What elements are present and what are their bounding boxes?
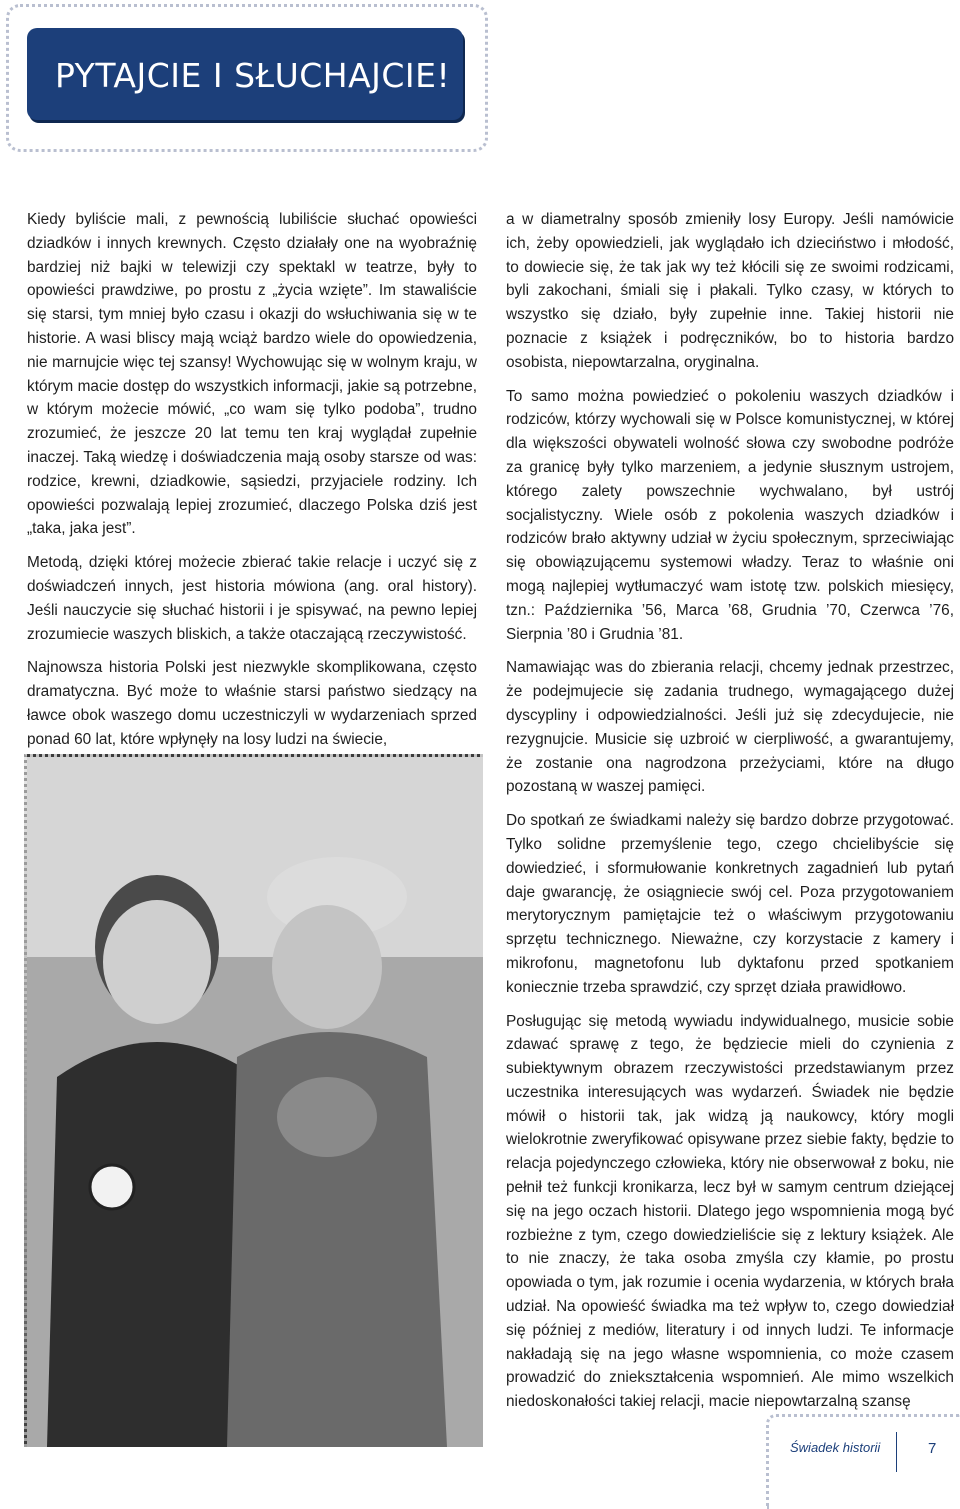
paragraph: Namawiając was do zbierania relacji, chcemy jednak przestrzec, że podejmujecie się zadania trudnego, wymagającego dużej dyscypliny i odpowiedzialności. Jeśli już się zdecydujecie, nie rezygnujcie. Musicie się uzbroić w cierpliwość, a gwarantujemy, że zostanie ona nagrodzona przeżyciami, które na długo pozostaną w waszej pamięci. <box>506 659 954 796</box>
right-text-column <box>506 208 954 1424</box>
paragraph: Metodą, dzięki której możecie zbierać takie relacje i uczyć się z doświadczeń innych, jest historia mówiona (ang. oral history). Jeśli nauczycie się słuchać historii i je spisywać, na pewno lepiej zrozumiecie waszych bliskich, a także otaczającą rzeczywistość. <box>27 554 477 643</box>
paragraph: To samo można powiedzieć o pokoleniu waszych dziadków i rodziców, którzy wychowali się w Polsce komunistycznej, w której dla większości obywateli wolność słowa czy swobodne podróże za granicę były tylko marzeniem, a jedynie słusznym ustrojem, którego zalety powszechnie wychwalano, był ustrój socjalistyczny. Wiele osób z pokolenia waszych dziadków i rodziców brało aktywny udział w życiu społecznym, sprzeciwiając się obowiązującemu systemowi władzy. Teraz to właśnie oni mogą najlepiej wytłumaczyć wam istotę tzw. polskich miesięcy, tzn.: Października ’56, Marca ’68, Grudnia ’70, Czerwca ’76, Sierpnia ’80 i Grudnia ’81. <box>506 387 954 643</box>
page-title: PYTAJCIE I SŁUCHAJCIE! <box>55 56 451 95</box>
paragraph: Najnowsza historia Polski jest niezwykle skomplikowana, często dramatyczna. Być może to właśnie starsi państwo siedzący na ławce obok waszego domu uczestniczyli w wydarzeniach sprzed ponad 60 lat, które wpłynęły na losy ludzi na świecie, <box>27 659 477 748</box>
title-banner <box>27 28 463 120</box>
footer-dotted-frame <box>766 1414 960 1509</box>
footer-divider <box>896 1432 897 1472</box>
photo-two-boys <box>24 754 483 1447</box>
paragraph: Do spotkań ze świadkami należy się bardzo dobrze przygotować. Tylko solidne przemyślenie tego, czego chcielibyście się dowiedzieć, i sformułowanie konkretnych zagadnień lub pytań daje gwarancję, że osiągniecie swój cel. Poza przygotowaniem merytorycznym pamiętajcie też o właściwym przygotowaniu sprzętu technicznego. Nieważne, czy korzystacie z kamery i mikrofonu, magnetofonu lub dyktafonu przed spotkaniem koniecznie trzeba sprawdzić, czy sprzęt działa prawidłowo. <box>506 812 954 996</box>
paragraph: Kiedy byliście mali, z pewnością lubiliście słuchać opowieści dziadków i innych krewnych. Często działały one na wyobraźnię bardziej niż bajki w telewizji czy spektakl w teatrze, były to opowieści prawdziwe, po prostu z „życia wzięte”. Im stawaliście się starsi, tym mniej było czasu i okazji do wsłuchiwania się w te historie. A wasi bliscy mają wciąż bardzo wiele do opowiedzenia, nie marnujcie więc tej szansy! Wychowując się w wolnym kraju, w którym macie dostęp do wszystkich informacji, jakie są potrzebne, w którym możecie mówić, „co wam się tylko podoba”, trudno zrozumieć, że jeszcze 20 lat temu ten kraj wyglądał zupełnie inaczej. Taką wiedzę i doświadczenia mają osoby starsze od was: rodzice, krewni, dziadkowie, sąsiedzi, przyjaciele rodziny. Ich opowieści pozwalają lepiej zrozumieć, dlaczego Polska dziś jest „taka, jaka jest”. <box>27 211 477 538</box>
left-text-column <box>27 208 477 762</box>
paragraph: a w diametralny sposób zmieniły losy Europy. Jeśli namówicie ich, żeby opowiedzieli, jak wyglądało ich dzieciństwo i młodość, to dowiecie się, że tak jak wy też kłócili się ze swoimi rodzicami, byli zakochani, śmiali się i płakali. Tylko czasy, w których to wszystko się działo, były zupełnie inne. Takiej historii nie poznacie z książek i podręczników, bo to historia bardzo osobista, niepowtarzalna, oryginalna. <box>506 211 954 371</box>
page-number: 7 <box>928 1440 937 1457</box>
footer-title: Świadek historii <box>790 1440 881 1455</box>
paragraph: Posługując się metodą wywiadu indywidualnego, musicie sobie zdawać sprawę z tego, że będziecie mieli do czynienia z subiektywnym obrazem rzeczywistości przedstawianym przez uczestnika interesujących was wydarzeń. Świadek nie będzie mówił o historii tak, jak widzą ją naukowcy, który mogli wielokrotnie zweryfikować opisywane przez siebie fakty, będzie to relacja pojedynczego człowieka, który nie obserwował z boku, nie pełnił też funkcji kronikarza, lecz był w samym centrum dziejącej się na jego oczach historii. Dlatego jego wspomnienia mogą być rozbieżne z tym, czego dowiedzieliście się z lektury książek. Ale to nie znaczy, że taka osoba zmyśla czy kłamie, po prostu opowiada o tym, jak rozumie i ocenia wydarzenia, w których brała udział. Na opowieść świadka ma też wpływ to, czego dowiedział się później z mediów, literatury i od innych ludzi. Te informacje nakładają się na jego własne wspomnienia, co może czasem prowadzić do zniekształcenia wspomnień. Ale mimo wszelkich niedoskonałości takiej relacji, macie niepowtarzalną szansę <box>506 1012 954 1411</box>
photo-illustration <box>27 757 483 1447</box>
